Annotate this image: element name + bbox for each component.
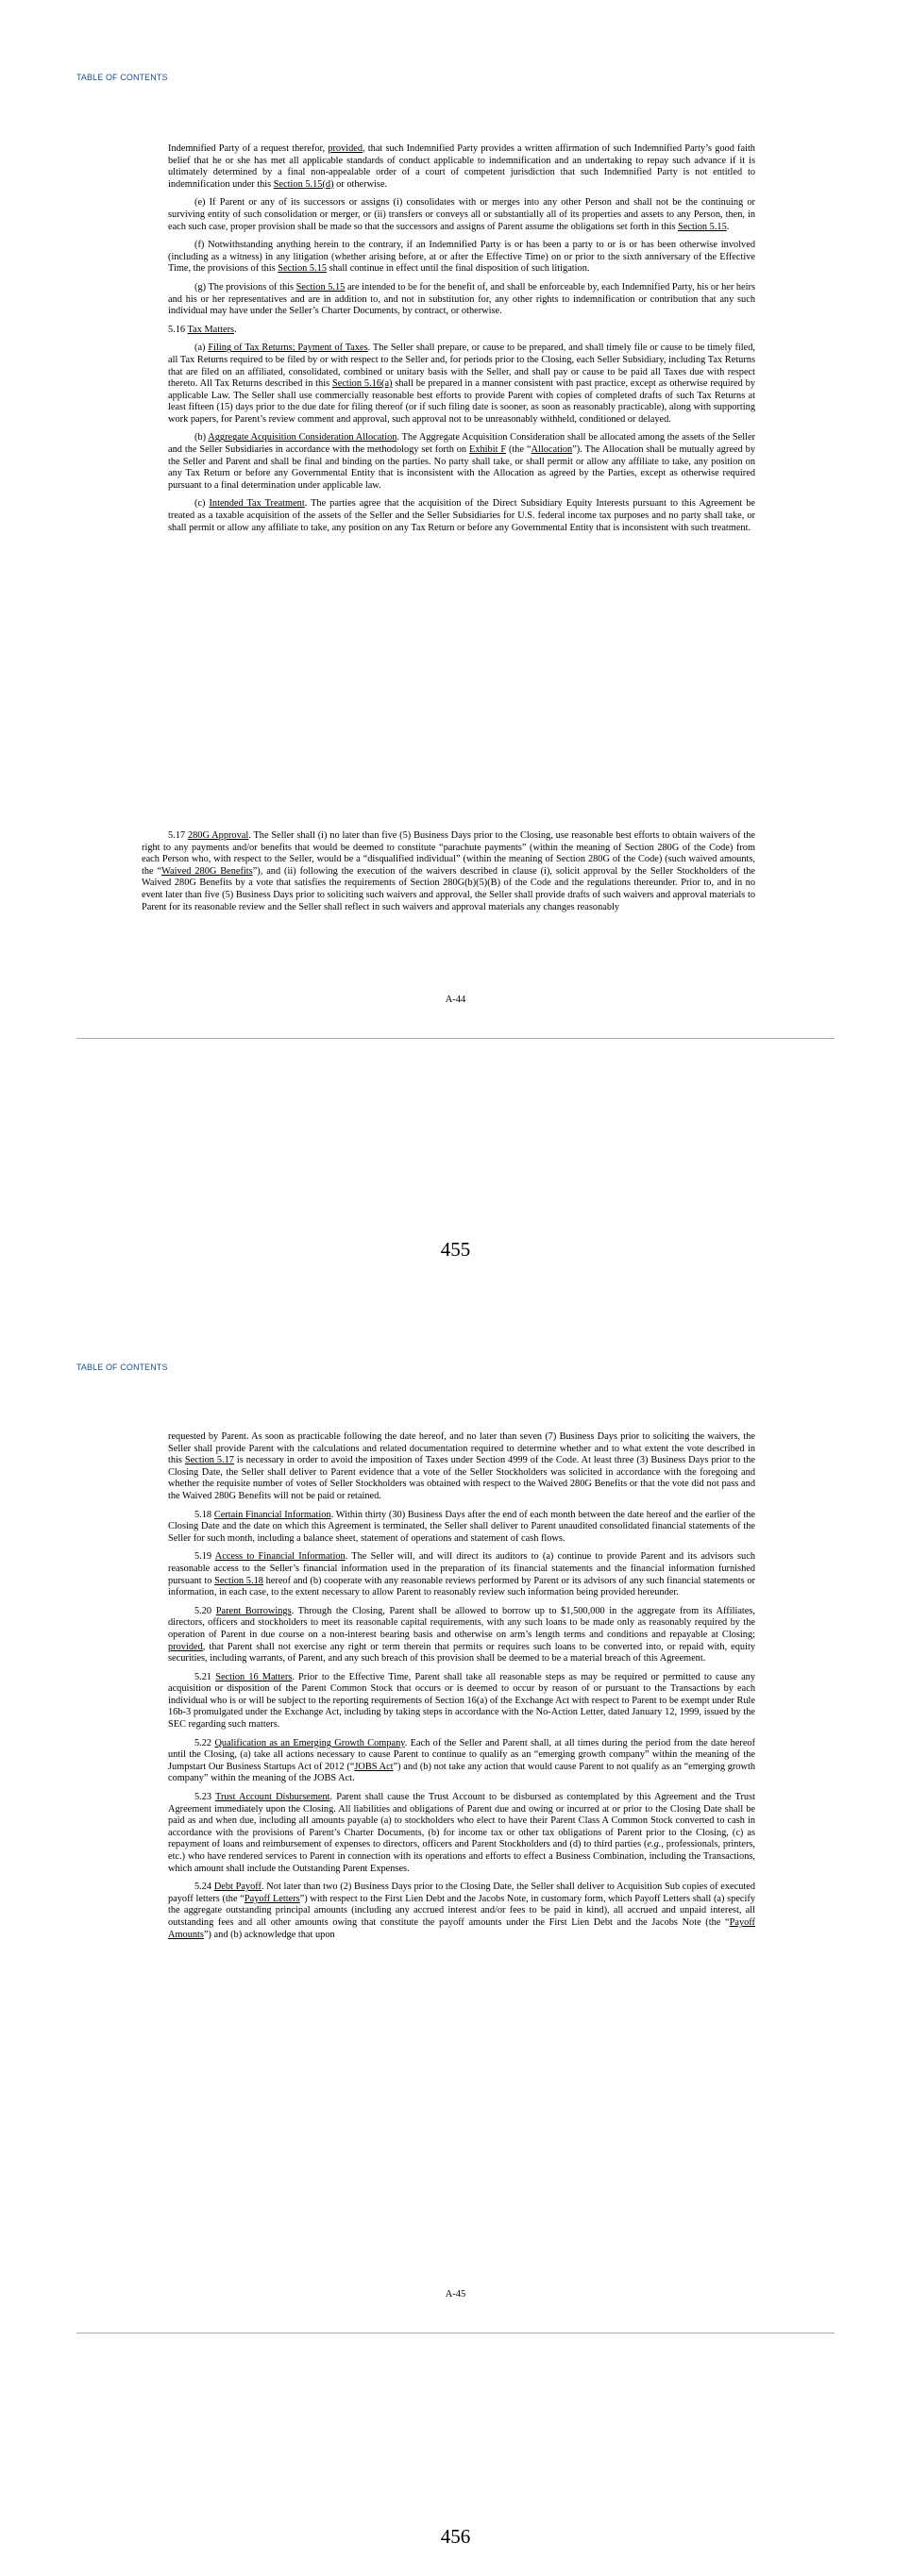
paragraph-5-23: 5.23 Trust Account Disbursement. Parent shall cause the Trust Account to be disbursed as contemplated by this Agreement and the Trust Agreement immediately upon the Closing. All liabilities and obligations of Parent due and owing or incurred at or prior to the Closing Date shall be paid as and when due, including all amounts payable (a) to stockholders who elect to have their Parent Class A Common Stock converted to cash in accordance with the provisions of Parent’s Charter Documents, (b) for income tax or other tax obligations of Parent prior to the Closing, (c) as repayment of loans and reimbursement of expenses to directors, officers and Parent Stockholders and (d) to third parties (e.g., professionals, printers, etc.) who have rendered services to Parent in connection with its operations and efforts to effect a Business Combination, including the Transactions, which amount shall include the Outstanding Parent Expenses. [168,1792,756,1874]
paragraph-5-18: 5.18 Certain Financial Information. Within thirty (30) Business Days after the end of each month between the date hereof and the earlier of the Closing Date and the date on which this Agreement is terminated, the Seller shall deliver to Parent unaudited consolidated financial statements of the Seller for such month, including a balance sheet, statement of operations and statement of cash flows. [168,1509,756,1544]
paragraph-5-15-e: (e) If Parent or any of its successors or assigns (i) consolidates with or merges into any other Person and shall not be the continuing or surviving entity of such consolidation or merger, or (ii) transfers or conveys all or substantially all of its properties and assets to any Person, then, in each such case, proper provision shall be made so that the successors and assigns of Parent assume the obligations set forth in this Section 5.15. [168,197,755,232]
paragraph-5-16-b: (b) Aggregate Acquisition Consideration Allocation. The Aggregate Acquisition Consideration shall be allocated among the assets of the Seller and the Seller Subsidiaries in accordance with the methodology set forth on Exhibit F (the “Allocation”). The Allocation shall be mutually agreed by the Seller and Parent and shall be final and binding on the parties. No party shall take, or shall permit or allow any affiliate to take, any position on any Tax Return or before any Governmental Entity that is inconsistent with the Allocation as agreed by the Parties, except as otherwise required pursuant to a final determination under applicable law. [168,432,755,491]
paragraph-5-17: 5.17 280G Approval. The Seller shall (i) no later than five (5) Business Days prior to the Closing, use reasonable best efforts to obtain waivers of the right to any payments and/or benefits that would be deemed to constitute “parachute payments” (within the meaning of Section 280G of the Code) from each Person who, with respect to the Seller, would be a “disqualified individual” (within the meaning of Section 280G of the Code) (such waived amounts, the “Waived 280G Benefits”), and (ii) following the execution of the waivers described in clause (i), solicit approval by the Seller Stockholders of the Waived 280G Benefits by a vote that satisfies the requirements of Section 280G(b)(5)(B) of the Code and the regulations thereunder. Prior to, and in no event later than five (5) Business Days prior to soliciting such waivers and approval, the Seller shall provide drafts of such waivers and approval materials to Parent for its reasonable review and the Seller shall reflect in such waivers and approval materials any changes reasonably [142,830,756,912]
section-5-17-link[interactable]: Section 5.17 [184,1455,234,1466]
page-divider [76,1038,835,1039]
page-label: A-45 [445,2289,466,2300]
section-5-16-heading: 5.16 Tax Matters. [168,324,237,335]
section-5-15-link[interactable]: Section 5.15 [678,221,727,232]
section-5-15-d-link[interactable]: Section 5.15(d) [273,178,334,190]
section-5-15-link[interactable]: Section 5.15 [278,263,327,275]
section-5-15-link[interactable]: Section 5.15 [295,281,346,293]
paragraph-5-17-continued: requested by Parent. As soon as practicable following the date hereof, and no later than seven (7) Business Days prior to soliciting the waivers, the Seller shall provide Parent with the calculations and related documentation required to determine whether and to what extent the vote described in this Section 5.17 is necessary in order to avoid the imposition of Taxes under Section 4999 of the Code. At least three (3) Business Days prior to the Closing Date, the Seller shall deliver to Parent evidence that a vote of the Seller Stockholders was solicited in accordance with the foregoing and whether the requisite number of votes of Seller Stockholders was obtained with respect to the Waived 280G Benefits or that the vote did not pass and the Waived 280G Benefits will not be paid or retained. [168,1431,755,1501]
viewer-page-number: 455 [440,1238,471,1261]
paragraph-5-15-d-continued: Indemnified Party of a request therefor, provided, that such Indemnified Party provides a written affirmation of such Indemnified Party’s good faith belief that he or she has met all applicable standards of conduct applicable to indemnification and an undertaking to repay such advance if it is ultimately determined by a final non-appealable order of a court of competent jurisdiction that such Indemnified Party is not entitled to indemnification under this Section 5.15(d) or otherwise. [168,143,755,190]
paragraph-5-16-a: (a) Filing of Tax Returns; Payment of Taxes. The Seller shall prepare, or cause to be prepared, and shall timely file or cause to be timely filed, all Tax Returns required to be filed by or with respect to the Seller and, for periods prior to the Closing, each Seller Subsidiary, including Tax Returns that are filed on an affiliated, consolidated, combined or unitary basis with the Seller, and shall pay or cause to be paid all Taxes due with respect thereto. All Tax Returns described in this Section 5.16(a) shall be prepared in a manner consistent with past practice, except as otherwise required by applicable Law. The Seller shall use commercially reasonable best efforts to provide Parent with copies of completed drafts of such Tax Returns at least fifteen (15) days prior to the due date for filing thereof (or if such filing date is sooner, as soon as reasonably practicable), along with supporting work papers, for Parent’s review comment and approval, such approval not to be unreasonably withheld, conditioned or delayed. [168,343,755,425]
section-5-16-a-link[interactable]: Section 5.16(a) [332,378,393,390]
viewer-page-number: 456 [440,2525,471,2548]
section-5-18-link[interactable]: Section 5.18 [214,1575,263,1586]
paragraph-5-24: 5.24 Debt Payoff. Not later than two (2) Business Days prior to the Closing Date, the Seller shall deliver to Acquisition Sub copies of executed payoff letters (the “Payoff Letters”) with respect to the First Lien Debt and the Jacobs Note, in customary form, which Payoff Letters shall (a) specify the aggregate outstanding principal amounts (including any accrued interest and/or fees to be paid in kind), all accrued and unpaid interest, all outstanding fees and all other amounts owing that constitute the payoff amounts under the First Lien Debt and the Jacobs Note (the “Payoff Amounts”) and (b) acknowledge that upon [168,1882,756,1940]
exhibit-f-link[interactable]: Exhibit F [469,444,507,456]
page-label: A-44 [445,995,466,1005]
table-of-contents-link[interactable]: TABLE OF CONTENTS [76,1363,168,1372]
paragraph-5-15-g: (g) The provisions of this Section 5.15 are intended to be for the benefit of, and shall be enforceable by, each Indemnified Party, his or her heirs and his or her representatives and are in addition to, and not in substitution for, any other rights to indemnification or contribution that any such individual may have under the Seller’s Charter Documents, by contract, or otherwise. [168,281,755,317]
paragraph-5-22: 5.22 Qualification as an Emerging Growth Company. Each of the Seller and Parent shall, at all times during the period from the date hereof until the Closing, (a) take all actions necessary to cause Parent to continue to qualify as an “emerging growth company” within the meaning of the Jumpstart Our Business Startups Act of 2012 (“JOBS Act”) and (b) not take any action that would cause Parent to not qualify as an “emerging growth company” within the meaning of the JOBS Act. [168,1737,756,1784]
paragraph-5-15-f: (f) Notwithstanding anything herein to the contrary, if an Indemnified Party is or has been a party to or is or has been otherwise involved (including as a witness) in any litigation (whether arising before, at or after the Effective Time) on or prior to the sixth anniversary of the Effective Time, the provisions of this Section 5.15 shall continue in effect until the final disposition of such litigation. [168,240,755,275]
page-a44-body [168,143,755,541]
paragraph-5-20: 5.20 Parent Borrowings. Through the Closing, Parent shall be allowed to borrow up to $1,500,000 in the aggregate from its Affiliates, directors, officers and stockholders to meet its reasonable capital requirements, with any such loans to be made only as reasonably required by the operation of Parent in due course on a non-interest bearing basis and otherwise on arm’s length terms and conditions and repayable at Closing; provided, that Parent shall not exercise any right or term therein that permits or requires such loans to be converted into, or repaid with, equity securities, including warrants, of Parent, and any such breach of this provision shall be deemed to be a material breach of this Agreement. [168,1605,756,1664]
page-a45-body [168,1431,755,1948]
table-of-contents-link[interactable]: TABLE OF CONTENTS [76,73,168,82]
paragraph-5-17-block [142,830,755,920]
paragraph-5-19: 5.19 Access to Financial Information. The Seller will, and will direct its auditors to (a) continue to provide Parent and its advisors such reasonable access to the Seller’s financial information used in the preparation of its financial statements and the financial information furnished pursuant to Section 5.18 hereof and (b) cooperate with any reasonable reviews performed by Parent or its advisors of any such financial statements or information, in each case, to the extent necessary to allow Parent to reasonably review such information being provided hereunder. [168,1551,756,1598]
paragraph-5-21: 5.21 Section 16 Matters. Prior to the Effective Time, Parent shall take all reasonable steps as may be required or permitted to cause any acquisition or disposition of the Parent Common Stock that occurs or is deemed to occur by reason of or pursuant to the Transactions by each individual who is or will be subject to the reporting requirements of Section 16(a) of the Exchange Act with respect to Parent to be exempt under Rule 16b-3 promulgated under the Exchange Act, including by taking steps in accordance with the No-Action Letter, dated January 12, 1999, issued by the SEC regarding such matters. [168,1671,756,1731]
paragraph-5-16-c: (c) Intended Tax Treatment. The parties agree that the acquisition of the Direct Subsidiary Equity Interests pursuant to this Agreement be treated as a taxable acquisition of the assets of the Seller and the Seller Subsidiaries for U.S. federal income tax purposes and no party shall take, or shall permit or allow any affiliate to take, any position on any Tax Return or before any Governmental Entity that is inconsistent with such treatment. [168,498,756,533]
